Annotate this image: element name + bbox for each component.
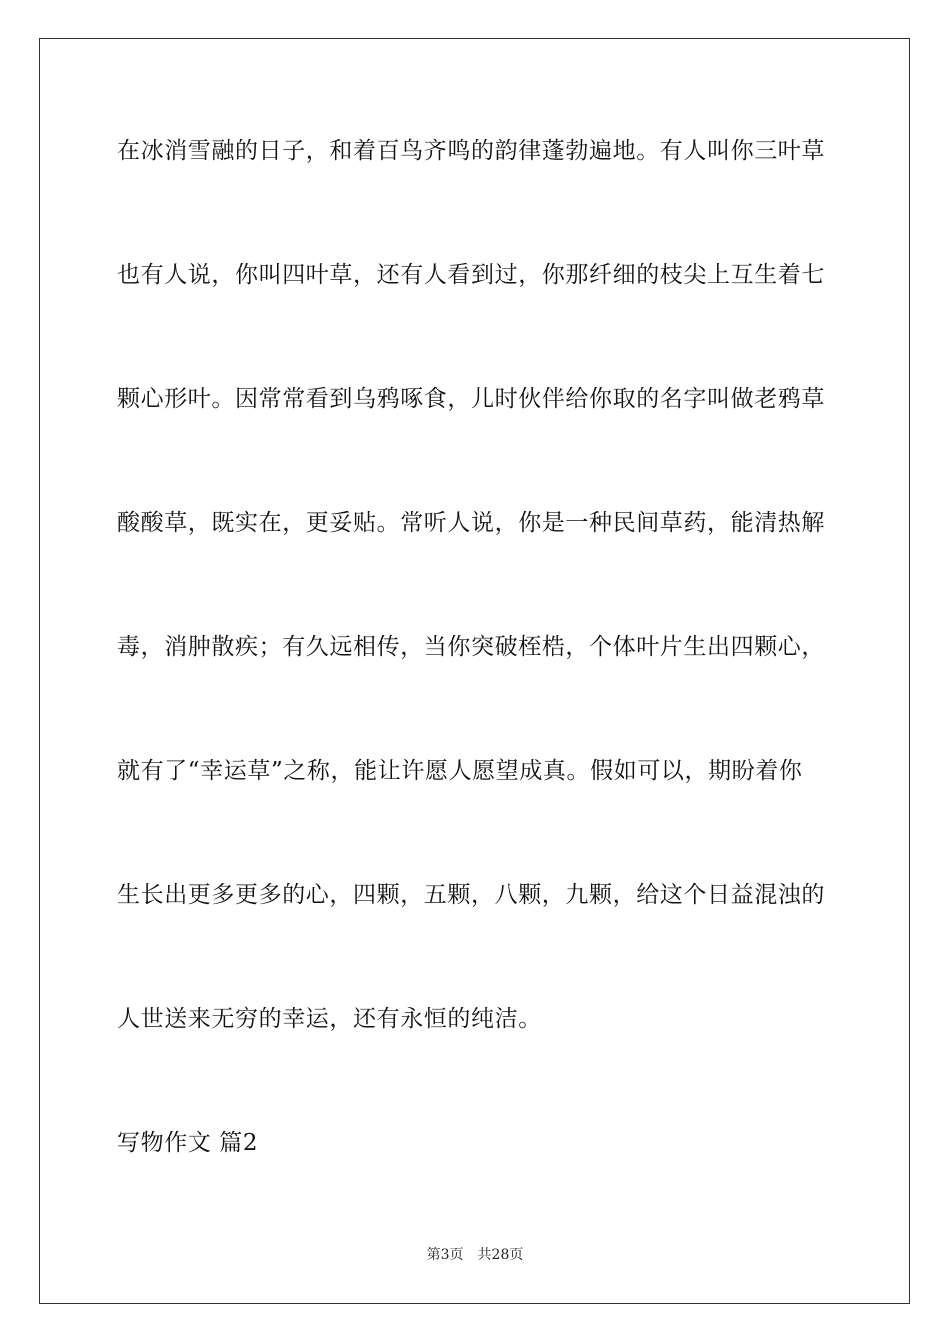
paragraph-line: 酸酸草，既实在，更妥贴。常听人说，你是一种民间草药，能清热解 [117,510,825,536]
paragraph-line: 颗心形叶。因常常看到乌鸦啄食，儿时伙伴给你取的名字叫做老鸦草 [117,386,825,412]
page-number: 第3页 [426,1247,464,1263]
paragraph-line: 就有了“幸运草”之称，能让许愿人愿望成真。假如可以，期盼着你 [117,758,803,784]
paragraph-line: 人世送来无穷的幸运，还有永恒的纯洁。 [117,1006,542,1032]
page-footer [0,1246,950,1264]
paragraph-line: 毒，消肿散疾；有久远相传，当你突破桎梏，个体叶片生出四颗心， [117,634,825,660]
section-heading: 写物作文 篇2 [117,1130,259,1156]
paragraph-line: 生长出更多更多的心，四颗，五颗，八颗，九颗，给这个日益混浊的 [117,882,825,908]
paragraph-line: 也有人说，你叫四叶草，还有人看到过，你那纤细的枝尖上互生着七 [117,262,825,288]
page-border [39,38,910,1304]
page-total: 共28页 [477,1247,524,1263]
paragraph-line: 在冰消雪融的日子，和着百鸟齐鸣的韵律蓬勃遍地。有人叫你三叶草 [117,138,825,164]
